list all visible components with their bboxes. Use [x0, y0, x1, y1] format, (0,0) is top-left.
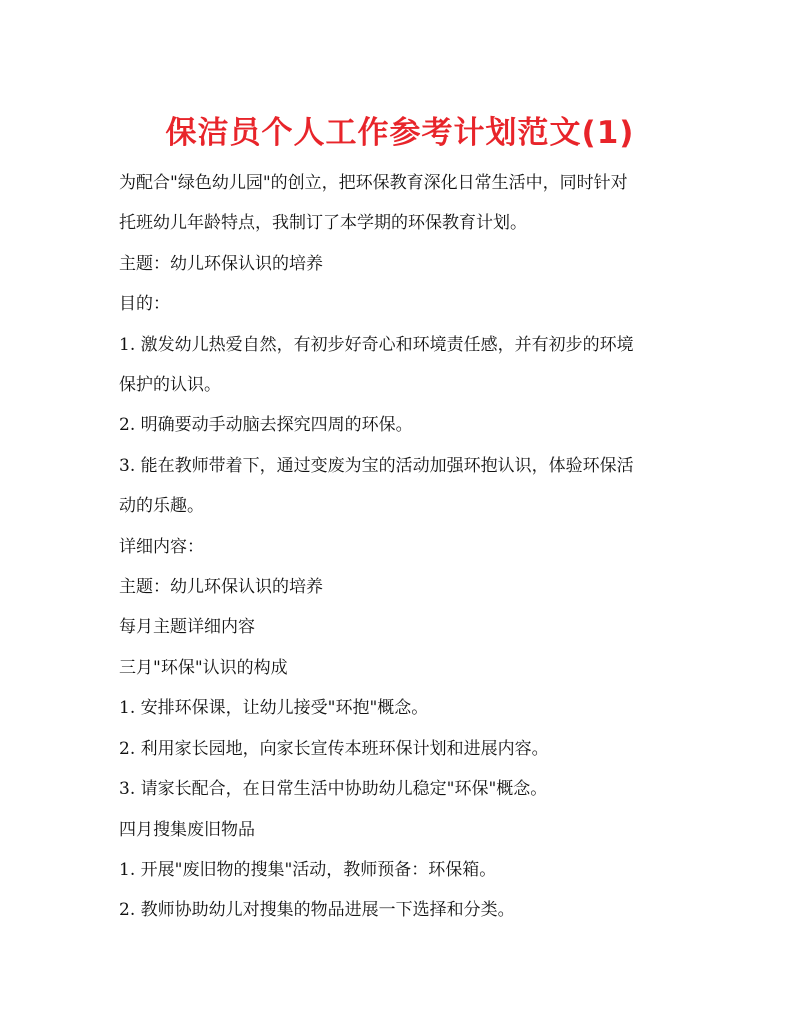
- text-line: 3. 能在教师带着下，通过变废为宝的活动加强环抱认识，体验环保活: [119, 455, 634, 476]
- text-line: 1. 开展"废旧物的搜集"活动，教师预备：环保箱。: [119, 859, 497, 880]
- text-line: 为配合"绿色幼儿园"的创立，把环保教育深化日常生活中，同时针对: [119, 173, 628, 193]
- text-line: 2. 教师协助幼儿对搜集的物品进展一下选择和分类。: [119, 900, 515, 921]
- text-line: 2. 利用家长园地，向家长宣传本班环保计划和进展内容。: [119, 738, 549, 759]
- text-line: 1. 安排环保课，让幼儿接受"环抱"概念。: [119, 698, 429, 719]
- text-line: 目的：: [119, 294, 170, 315]
- text-line: 三月"环保"认识的构成: [119, 657, 288, 678]
- text-line: 保护的认识。: [119, 375, 221, 396]
- text-line: 主题：幼儿环保认识的培养: [119, 253, 323, 274]
- text-line: 托班幼儿年龄特点，我制订了本学期的环保教育计划。: [119, 213, 527, 234]
- text-line: 2. 明确要动手动脑去探究四周的环保。: [119, 415, 413, 436]
- text-line: 主题：幼儿环保认识的培养: [119, 577, 323, 598]
- text-line: 3. 请家长配合，在日常生活中协助幼儿稳定"环保"概念。: [119, 779, 548, 800]
- text-line: 1. 激发幼儿热爱自然，有初步好奇心和环境责任感，并有初步的环境: [119, 334, 634, 355]
- document-body: [119, 163, 685, 931]
- text-line: 每月主题详细内容: [119, 617, 255, 638]
- text-line: 详细内容：: [119, 536, 204, 557]
- document-title: 保洁员个人工作参考计划范文(1): [165, 115, 635, 151]
- text-line: 动的乐趣。: [119, 496, 204, 517]
- text-line: 四月搜集废旧物品: [119, 819, 255, 840]
